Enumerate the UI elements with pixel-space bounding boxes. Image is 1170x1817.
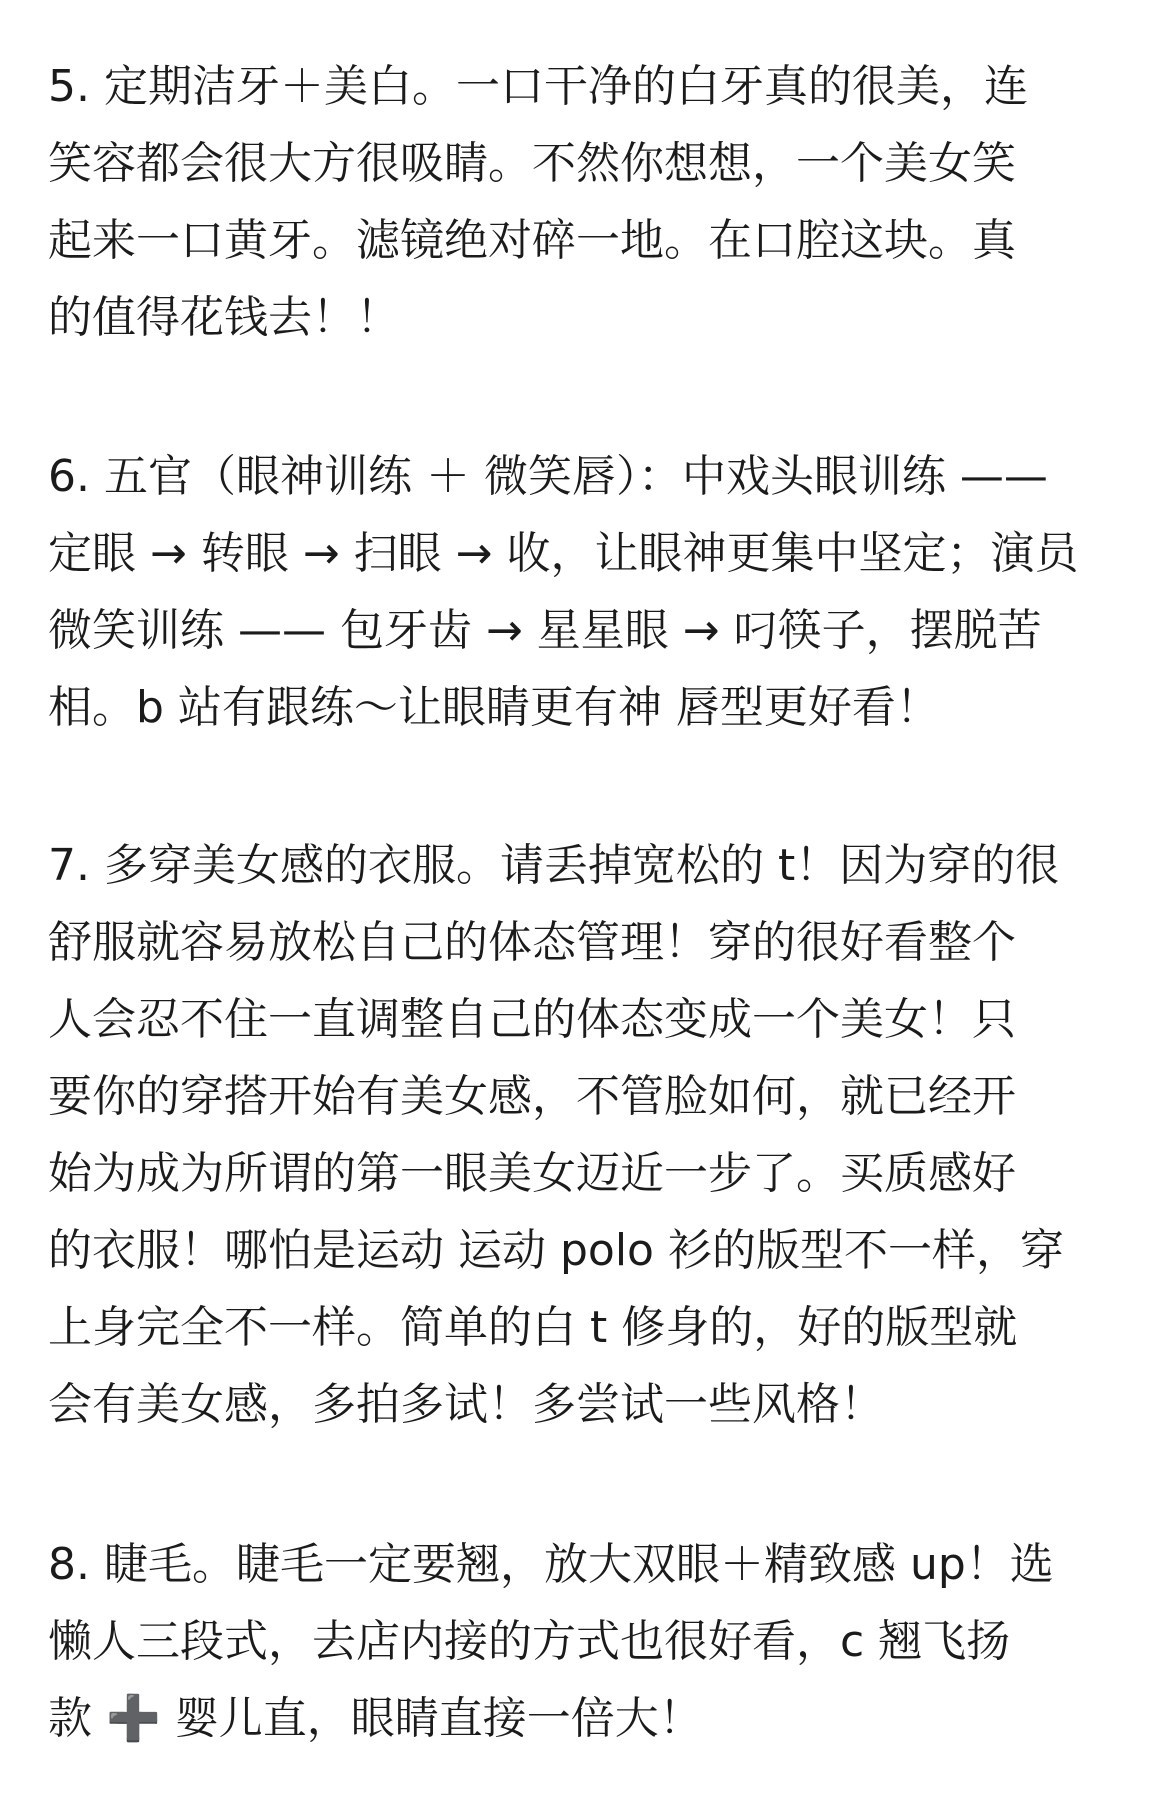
text-line: 款 ➕ 婴儿直，眼睛直接一倍大！ xyxy=(48,1693,703,1744)
paragraph-7-clothing xyxy=(48,827,1128,1443)
paragraph-8-eyelashes xyxy=(48,1526,1128,1757)
text-line: 笑容都会很大方很吸睛。不然你想想，一个美女笑 xyxy=(48,138,1016,189)
paragraph-6-facial-features xyxy=(48,438,1128,746)
text-line: 懒人三段式，去店内接的方式也很好看，c 翘飞扬 xyxy=(48,1616,1011,1667)
text-line: 要你的穿搭开始有美女感，不管脸如何，就已经开 xyxy=(48,1071,1016,1122)
text-line: 6. 五官（眼神训练 ＋ 微笑唇）：中戏头眼训练 —— xyxy=(48,451,1048,502)
text-line: 8. 睫毛。睫毛一定要翘，放大双眼＋精致感 up！选 xyxy=(48,1539,1054,1590)
text-line: 舒服就容易放松自己的体态管理！穿的很好看整个 xyxy=(48,917,1016,968)
text-line: 相。b 站有跟练～让眼睛更有神 唇型更好看！ xyxy=(48,682,940,733)
text-line: 定眼 → 转眼 → 扫眼 → 收，让眼神更集中坚定；演员 xyxy=(48,528,1079,579)
text-line: 7. 多穿美女感的衣服。请丢掉宽松的 t！因为穿的很 xyxy=(48,840,1060,891)
text-line: 微笑训练 —— 包牙齿 → 星星眼 → 叼筷子，摆脱苦 xyxy=(48,605,1042,656)
paragraph-5-teeth xyxy=(48,48,1128,356)
text-line: 的值得花钱去！！ xyxy=(48,292,400,343)
text-line: 始为成为所谓的第一眼美女迈近一步了。买质感好 xyxy=(48,1148,1016,1199)
text-line: 起来一口黄牙。滤镜绝对碎一地。在口腔这块。真 xyxy=(48,215,1016,266)
text-line: 会有美女感，多拍多试！多尝试一些风格！ xyxy=(48,1379,884,1430)
text-line: 人会忍不住一直调整自己的体态变成一个美女！只 xyxy=(48,994,1016,1045)
text-line: 5. 定期洁牙＋美白。一口干净的白牙真的很美，连 xyxy=(48,61,1028,112)
text-line: 上身完全不一样。简单的白 t 修身的，好的版型就 xyxy=(48,1302,1018,1353)
text-line: 的衣服！哪怕是运动 运动 polo 衫的版型不一样，穿 xyxy=(48,1225,1064,1276)
